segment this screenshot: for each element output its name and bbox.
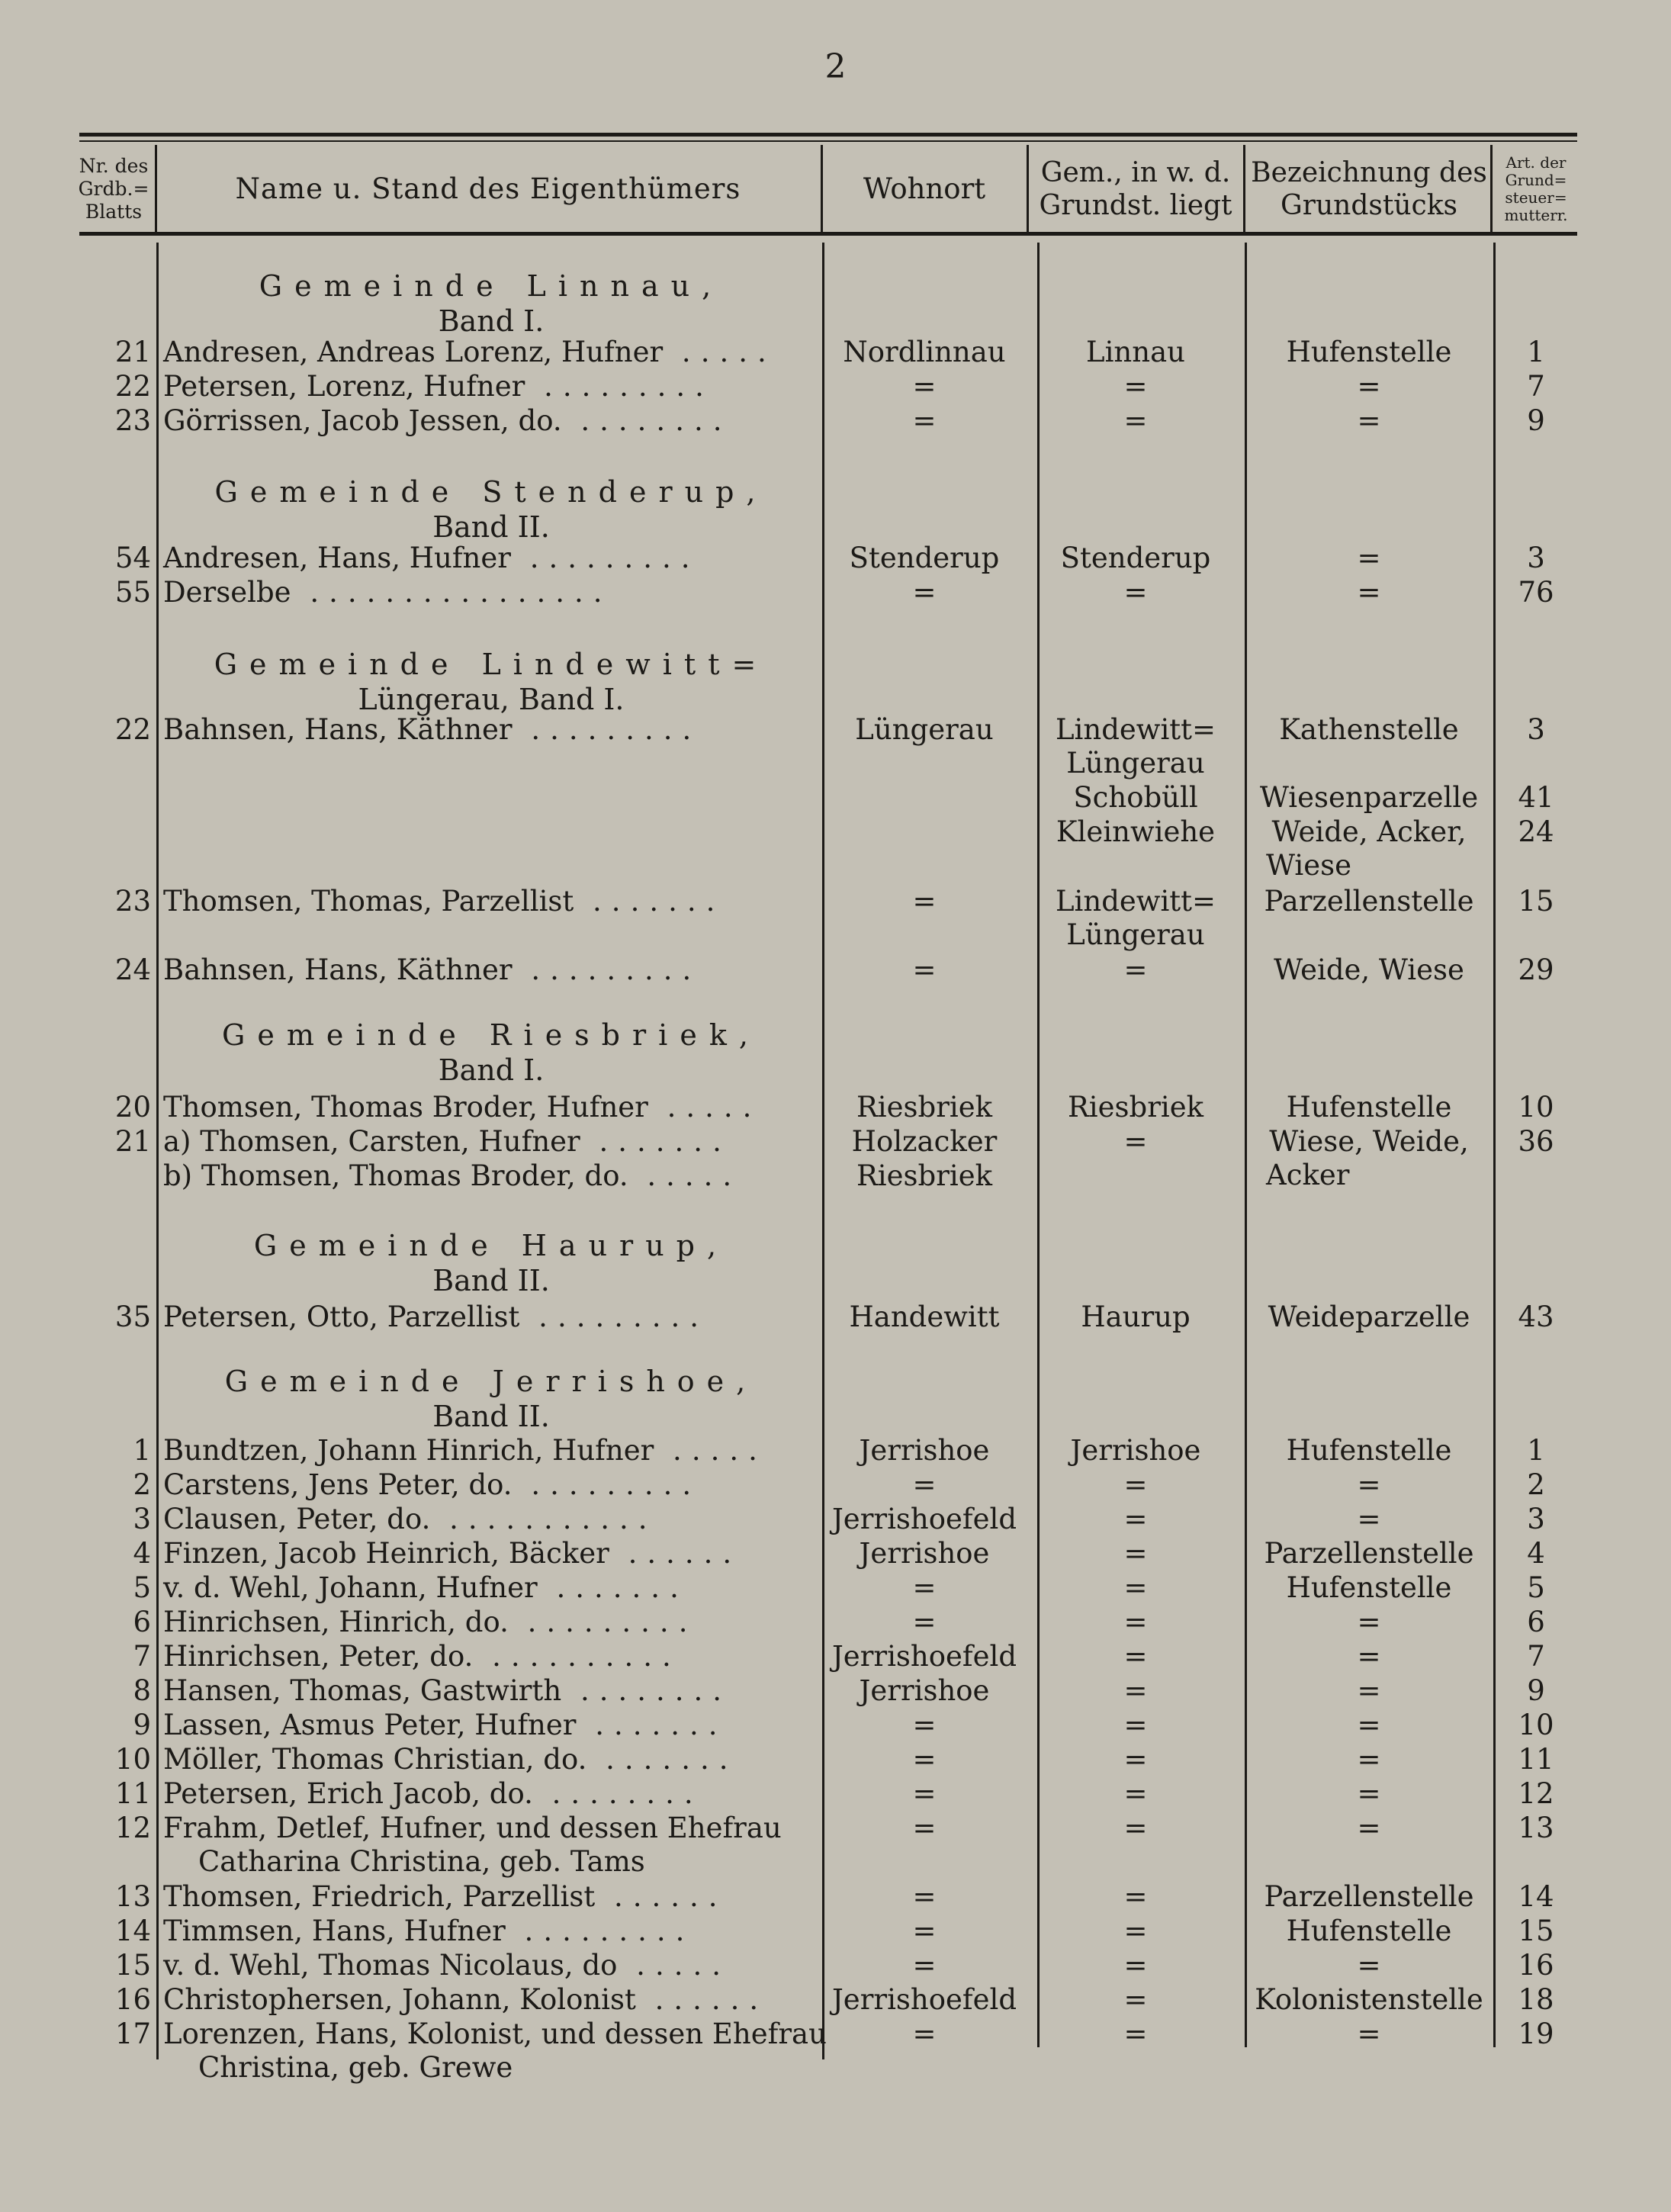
- artikel-cell: 11: [1518, 1743, 1554, 1776]
- header-nr: Nr. des Grdb.= Blatts: [78, 155, 149, 223]
- wohnort-cell: =: [912, 1468, 937, 1501]
- gemeinde-cell: =: [1123, 576, 1148, 609]
- row-number: 2: [133, 1468, 151, 1501]
- leader-dots: ................: [291, 576, 612, 609]
- owner-name: b) Thomsen, Thomas Broder, do. .....: [163, 1159, 742, 1192]
- gemeinde-cell: =: [1123, 1503, 1148, 1535]
- bezeichnung-cell: Kolonistenstelle: [1255, 1983, 1483, 2016]
- owner-name: Görrissen, Jacob Jessen, do. ........: [163, 404, 732, 437]
- gemeinde-cell: =: [1123, 1812, 1148, 1844]
- gemeinde-cell: =: [1123, 2017, 1148, 2050]
- gemeinde-cell: =: [1123, 1777, 1148, 1810]
- bezeichnung-cell: Wiesenparzelle: [1259, 781, 1479, 814]
- row-number: 22: [114, 713, 151, 746]
- artikel-cell: 14: [1518, 1880, 1554, 1913]
- bezeichnung-cell: Kathenstelle: [1279, 713, 1459, 746]
- leader-dots: .........: [512, 953, 702, 986]
- gemeinde-cell: Riesbriek: [1067, 1091, 1204, 1124]
- owner-name: Hinrichsen, Peter, do. ..........: [163, 1640, 681, 1673]
- artikel-cell: 2: [1527, 1468, 1545, 1501]
- artikel-cell: 76: [1518, 576, 1554, 609]
- row-number: 21: [114, 1125, 151, 1158]
- row-number: 22: [114, 370, 151, 403]
- section-title: Gemeinde Jerrishoe,: [224, 1365, 758, 1398]
- row-number: 20: [114, 1091, 151, 1124]
- owner-name: Lassen, Asmus Peter, Hufner .......: [163, 1709, 728, 1741]
- column-divider: [1243, 145, 1245, 233]
- gemeinde-cell: =: [1123, 1880, 1148, 1913]
- owner-name: Lorenzen, Hans, Kolonist, und dessen Ehefrau: [163, 2017, 827, 2050]
- gemeinde-cell: Haurup: [1081, 1301, 1191, 1333]
- owner-name: Petersen, Otto, Parzellist .........: [163, 1301, 709, 1333]
- section-band: Band I.: [438, 304, 545, 338]
- section-band: Band II.: [432, 1400, 550, 1433]
- bezeichnung-cell: Weideparzelle: [1268, 1301, 1470, 1333]
- wohnort-cell: =: [912, 1777, 937, 1810]
- bezeichnung-cell: =: [1357, 1949, 1381, 1982]
- header-bottom-rule: [79, 232, 1577, 236]
- row-number: 23: [114, 404, 151, 437]
- leader-dots: .........: [525, 370, 714, 403]
- bezeichnung-cell: =: [1357, 1606, 1381, 1638]
- gemeinde-cell: =: [1123, 404, 1148, 437]
- header-gem: Gem., in w. d. Grundst. liegt: [1039, 156, 1232, 221]
- leader-dots: .........: [512, 713, 702, 746]
- gemeinde-cell: =: [1123, 1125, 1148, 1158]
- leader-dots: .......: [574, 885, 725, 918]
- bezeichnung-cell: Hufenstelle: [1286, 1434, 1452, 1467]
- owner-name: Petersen, Lorenz, Hufner .........: [163, 370, 714, 403]
- header-wohnort: Wohnort: [863, 172, 986, 205]
- wohnort-cell: =: [912, 370, 937, 403]
- leader-dots: .........: [512, 1468, 702, 1501]
- row-number: 9: [133, 1709, 151, 1741]
- artikel-cell: 6: [1527, 1606, 1545, 1638]
- wohnort-cell: =: [912, 1606, 937, 1638]
- leader-dots: .....: [628, 1159, 742, 1192]
- wohnort-cell: Jerrishoefeld: [831, 1983, 1017, 2016]
- artikel-cell: 9: [1527, 1674, 1545, 1707]
- artikel-cell: 1: [1527, 1434, 1545, 1467]
- bezeichnung-cell: =: [1357, 1709, 1381, 1741]
- leader-dots: ......: [609, 1537, 742, 1570]
- leader-dots: .........: [519, 1301, 709, 1333]
- bezeichnung-cell: =: [1357, 370, 1381, 403]
- row-number: 15: [114, 1949, 151, 1982]
- bezeichnung-cell: =: [1357, 404, 1381, 437]
- gemeinde-cell: =: [1123, 1674, 1148, 1707]
- owner-name: Thomsen, Thomas, Parzellist .......: [163, 885, 725, 918]
- gemeinde-cell: =: [1123, 1606, 1148, 1638]
- bezeichnung-cell: =: [1357, 1468, 1381, 1501]
- gemeinde-cell: Kleinwiehe: [1056, 815, 1216, 848]
- gemeinde-cell: =: [1123, 1949, 1148, 1982]
- artikel-cell: 12: [1518, 1777, 1554, 1810]
- wohnort-cell: Holzacker: [851, 1125, 998, 1158]
- owner-name: Hinrichsen, Hinrich, do. .........: [163, 1606, 698, 1638]
- wohnort-cell: Jerrishoe: [859, 1537, 990, 1570]
- wohnort-cell: Lüngerau: [855, 713, 994, 746]
- leader-dots: ......: [635, 1983, 769, 2016]
- wohnort-cell: =: [912, 1709, 937, 1741]
- artikel-cell: 3: [1527, 1503, 1545, 1535]
- section-title: Gemeinde Stenderup,: [214, 475, 768, 509]
- section-title: Gemeinde Haurup,: [253, 1229, 729, 1262]
- wohnort-cell: =: [912, 1571, 937, 1604]
- leader-dots: ........: [561, 1674, 732, 1707]
- artikel-cell: 19: [1518, 2017, 1554, 2050]
- leader-dots: ........: [561, 404, 732, 437]
- leader-dots: ........: [532, 1777, 703, 1810]
- owner-name: Petersen, Erich Jacob, do. ........: [163, 1777, 703, 1810]
- owner-name: Frahm, Detlef, Hufner, und dessen Ehefrau: [163, 1812, 782, 1844]
- leader-dots: .....: [654, 1434, 767, 1467]
- owner-name: Andresen, Andreas Lorenz, Hufner .....: [163, 336, 776, 368]
- artikel-cell: 43: [1518, 1301, 1554, 1333]
- bezeichnung-cell: =: [1357, 1503, 1381, 1535]
- wohnort-cell: Jerrishoe: [859, 1434, 990, 1467]
- artikel-cell: 10: [1518, 1709, 1554, 1741]
- artikel-cell: 4: [1527, 1537, 1545, 1570]
- row-number: 14: [114, 1915, 151, 1947]
- row-number: 4: [133, 1537, 151, 1570]
- bezeichnung-cell: =: [1357, 2017, 1381, 2050]
- section-band: Band II.: [432, 1264, 550, 1297]
- owner-name: v. d. Wehl, Johann, Hufner .......: [163, 1571, 689, 1604]
- wohnort-cell: =: [912, 1880, 937, 1913]
- owner-name: Bundtzen, Johann Hinrich, Hufner .....: [163, 1434, 767, 1467]
- bezeichnung-cell: =: [1357, 576, 1381, 609]
- bezeichnung-cell: Wiese, Weide,: [1269, 1125, 1469, 1158]
- wohnort-cell: Riesbriek: [856, 1091, 993, 1124]
- artikel-cell: 3: [1527, 542, 1545, 574]
- artikel-cell: 5: [1527, 1571, 1545, 1604]
- leader-dots: .....: [648, 1091, 762, 1124]
- column-divider: [1027, 145, 1029, 233]
- bezeichnung-cell: Parzellenstelle: [1264, 885, 1474, 918]
- leader-dots: ...........: [430, 1503, 657, 1535]
- bezeichnung-cell: =: [1357, 1640, 1381, 1673]
- owner-name: Carstens, Jens Peter, do. .........: [163, 1468, 702, 1501]
- wohnort-cell: Handewitt: [849, 1301, 1000, 1333]
- wohnort-cell: Jerrishoefeld: [831, 1503, 1017, 1535]
- gemeinde-cell: Schobüll: [1073, 781, 1198, 814]
- artikel-cell: 29: [1518, 953, 1554, 986]
- gemeinde-cell: Linnau: [1086, 336, 1185, 368]
- owner-name: Timmsen, Hans, Hufner .........: [163, 1915, 695, 1947]
- column-divider: [156, 243, 159, 2059]
- bezeichnung-cell: Weide, Wiese: [1274, 953, 1464, 986]
- gemeinde-cell: Stenderup: [1060, 542, 1211, 574]
- artikel-cell: 18: [1518, 1983, 1554, 2016]
- artikel-cell: 3: [1527, 713, 1545, 746]
- section-band: Lüngerau, Band I.: [358, 683, 625, 716]
- artikel-cell: 15: [1518, 1915, 1554, 1947]
- row-number: 21: [114, 336, 151, 368]
- owner-name-continued: Catharina Christina, geb. Tams: [198, 1845, 645, 1878]
- owner-name: Bahnsen, Hans, Käthner .........: [163, 953, 702, 986]
- bezeichnung-cell-continued: Acker: [1266, 1159, 1350, 1191]
- bezeichnung-cell: Hufenstelle: [1286, 336, 1452, 368]
- artikel-cell: 10: [1518, 1091, 1554, 1124]
- artikel-cell: 9: [1527, 404, 1545, 437]
- row-number: 35: [114, 1301, 151, 1333]
- row-number: 12: [114, 1812, 151, 1844]
- artikel-cell: 36: [1518, 1125, 1554, 1158]
- row-number: 10: [114, 1743, 151, 1776]
- owner-name: a) Thomsen, Carsten, Hufner .......: [163, 1125, 731, 1158]
- row-number: 5: [133, 1571, 151, 1604]
- owner-name: Clausen, Peter, do. ...........: [163, 1503, 657, 1535]
- bezeichnung-cell: =: [1357, 1777, 1381, 1810]
- gemeinde-cell: Jerrishoe: [1070, 1434, 1201, 1467]
- section-band: Band II.: [432, 510, 550, 544]
- leader-dots: ..........: [473, 1640, 681, 1673]
- leader-dots: .......: [580, 1125, 731, 1158]
- top-rule: [79, 133, 1577, 137]
- owner-name: v. d. Wehl, Thomas Nicolaus, do .....: [163, 1949, 731, 1982]
- bezeichnung-cell: =: [1357, 1674, 1381, 1707]
- gemeinde-cell: Lindewitt=: [1055, 885, 1216, 918]
- page-number: 2: [824, 47, 847, 86]
- row-number: 3: [133, 1503, 151, 1535]
- artikel-cell: 7: [1527, 1640, 1545, 1673]
- leader-dots: .........: [505, 1915, 695, 1947]
- gemeinde-cell: =: [1123, 1915, 1148, 1947]
- bezeichnung-cell: =: [1357, 1743, 1381, 1776]
- owner-name: Bahnsen, Hans, Käthner .........: [163, 713, 702, 746]
- gemeinde-cell: =: [1123, 1468, 1148, 1501]
- column-divider: [821, 145, 823, 233]
- header-bez: Bezeichnung des Grundstücks: [1251, 156, 1487, 221]
- row-number: 24: [114, 953, 151, 986]
- section-band: Band I.: [438, 1053, 545, 1087]
- bezeichnung-cell: =: [1357, 1812, 1381, 1844]
- owner-name: Möller, Thomas Christian, do. .......: [163, 1743, 738, 1776]
- gemeinde-cell: =: [1123, 1571, 1148, 1604]
- wohnort-cell: =: [912, 1743, 937, 1776]
- bezeichnung-cell: Parzellenstelle: [1264, 1880, 1474, 1913]
- row-number: 23: [114, 885, 151, 918]
- gemeinde-cell: =: [1123, 1640, 1148, 1673]
- gemeinde-cell-continued: Lüngerau: [1066, 918, 1205, 951]
- gemeinde-cell-continued: Lüngerau: [1066, 747, 1205, 780]
- bezeichnung-cell: Hufenstelle: [1286, 1091, 1452, 1124]
- row-number: 13: [114, 1880, 151, 1913]
- gemeinde-cell: =: [1123, 1983, 1148, 2016]
- wohnort-cell: Nordlinnau: [843, 336, 1006, 368]
- wohnort-cell: Stenderup: [849, 542, 1000, 574]
- section-title: Gemeinde Riesbriek,: [222, 1018, 760, 1052]
- row-number: 17: [114, 2017, 151, 2050]
- gemeinde-cell: =: [1123, 953, 1148, 986]
- row-number: 6: [133, 1606, 151, 1638]
- bezeichnung-cell-continued: Wiese: [1266, 849, 1351, 882]
- gemeinde-cell: Lindewitt=: [1055, 713, 1216, 746]
- row-number: 55: [114, 576, 151, 609]
- owner-name-continued: Christina, geb. Grewe: [198, 2051, 513, 2084]
- artikel-cell: 7: [1527, 370, 1545, 403]
- gemeinde-cell: =: [1123, 1709, 1148, 1741]
- bezeichnung-cell: Weide, Acker,: [1271, 815, 1467, 848]
- owner-name: Derselbe ................: [163, 576, 612, 609]
- gemeinde-cell: =: [1123, 1743, 1148, 1776]
- row-number: 1: [133, 1434, 151, 1467]
- leader-dots: .......: [576, 1709, 728, 1741]
- owner-name: Thomsen, Thomas Broder, Hufner .....: [163, 1091, 762, 1124]
- wohnort-cell: =: [912, 576, 937, 609]
- leader-dots: .......: [586, 1743, 738, 1776]
- owner-name: Hansen, Thomas, Gastwirth ........: [163, 1674, 732, 1707]
- row-number: 16: [114, 1983, 151, 2016]
- leader-dots: .......: [537, 1571, 689, 1604]
- leader-dots: .........: [508, 1606, 698, 1638]
- bezeichnung-cell: Hufenstelle: [1286, 1571, 1452, 1604]
- section-title: Gemeinde Lindewitt=: [214, 648, 769, 681]
- bezeichnung-cell: Hufenstelle: [1286, 1915, 1452, 1947]
- owner-name: Finzen, Jacob Heinrich, Bäcker ......: [163, 1537, 742, 1570]
- owner-name: Thomsen, Friedrich, Parzellist ......: [163, 1880, 728, 1913]
- wohnort-cell: =: [912, 1812, 937, 1844]
- wohnort-cell: =: [912, 953, 937, 986]
- wohnort-cell: =: [912, 1915, 937, 1947]
- row-number: 54: [114, 542, 151, 574]
- wohnort-cell: =: [912, 1949, 937, 1982]
- gemeinde-cell: =: [1123, 1537, 1148, 1570]
- bezeichnung-cell: =: [1357, 542, 1381, 574]
- owner-name: Christophersen, Johann, Kolonist ......: [163, 1983, 769, 2016]
- gemeinde-cell: =: [1123, 370, 1148, 403]
- section-title: Gemeinde Linnau,: [259, 269, 724, 303]
- artikel-cell: 41: [1518, 781, 1554, 814]
- header-name: Name u. Stand des Eigenthümers: [235, 172, 741, 205]
- bezeichnung-cell: Parzellenstelle: [1264, 1537, 1474, 1570]
- wohnort-cell: =: [912, 2017, 937, 2050]
- artikel-cell: 16: [1518, 1949, 1554, 1982]
- row-number: 11: [114, 1777, 151, 1810]
- leader-dots: .....: [617, 1949, 731, 1982]
- wohnort-cell: Riesbriek: [856, 1159, 993, 1192]
- leader-dots: ......: [595, 1880, 728, 1913]
- wohnort-cell: =: [912, 885, 937, 918]
- leader-dots: .....: [663, 336, 776, 368]
- wohnort-cell: Jerrishoe: [859, 1674, 990, 1707]
- artikel-cell: 13: [1518, 1812, 1554, 1844]
- top-rule-thin: [79, 140, 1577, 142]
- artikel-cell: 1: [1527, 336, 1545, 368]
- header-art: Art. der Grund= steuer= mutterr.: [1504, 153, 1568, 224]
- wohnort-cell: Jerrishoefeld: [831, 1640, 1017, 1673]
- row-number: 7: [133, 1640, 151, 1673]
- owner-name: Andresen, Hans, Hufner .........: [163, 542, 700, 574]
- wohnort-cell: =: [912, 404, 937, 437]
- leader-dots: .........: [510, 542, 700, 574]
- row-number: 8: [133, 1674, 151, 1707]
- artikel-cell: 15: [1518, 885, 1554, 918]
- artikel-cell: 24: [1518, 815, 1554, 848]
